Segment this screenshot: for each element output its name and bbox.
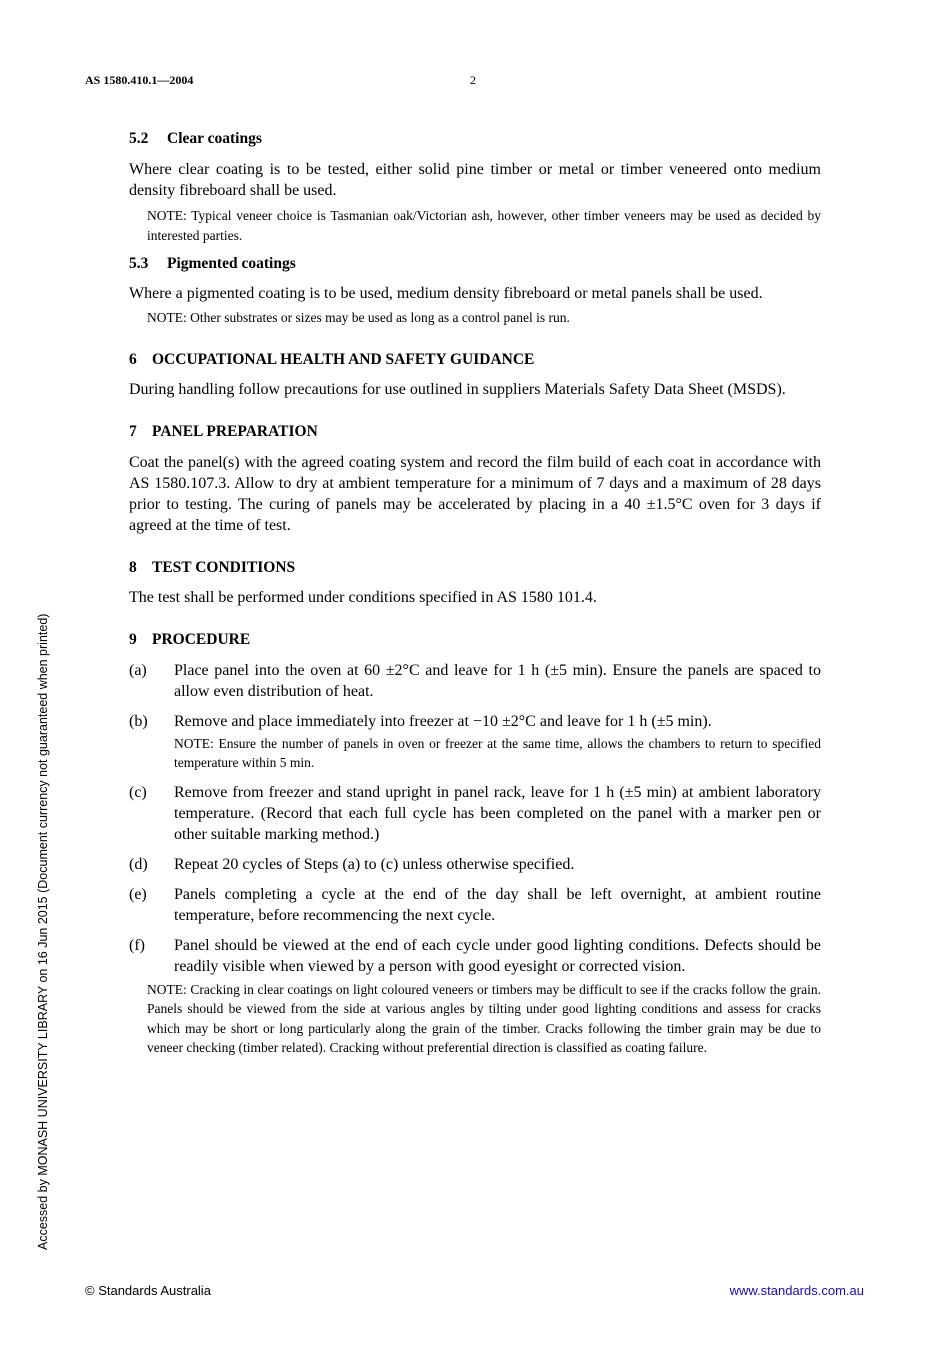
website-link[interactable]: www.standards.com.au — [729, 1283, 864, 1298]
section-8-heading — [129, 557, 821, 579]
procedure-step-b — [129, 711, 821, 732]
step-label: (a) — [129, 661, 147, 679]
procedure-step-a — [129, 660, 821, 702]
step-label: (e) — [129, 885, 147, 903]
section-9-heading — [129, 629, 821, 651]
section-number: 8 — [129, 558, 137, 576]
step-label: (d) — [129, 855, 148, 873]
procedure-step-d — [129, 854, 821, 875]
section-5-2-body: Where clear coating is to be tested, either solid pine timber or metal or timber veneered onto medium density fibreboard shall be used. — [129, 161, 821, 199]
section-6-heading — [129, 349, 821, 371]
section-title: PROCEDURE — [152, 630, 251, 648]
procedure-step-b-note: NOTE: Ensure the number of panels in oven or freezer at the same time, allows the chambers to return to specified temperature within 5 min. — [174, 735, 821, 770]
section-title: Pigmented coatings — [167, 255, 296, 272]
section-7-heading — [129, 421, 821, 443]
document-id: AS 1580.410.1—2004 — [85, 73, 194, 87]
section-5-2-heading — [129, 128, 821, 150]
section-5-2-note: NOTE: Typical veneer choice is Tasmanian oak/Victorian ash, however, other timber veneers may be used as decided by interested parties. — [147, 208, 821, 243]
step-text: Panels completing a cycle at the end of the day shall be left overnight, at ambient routine temperature, before recommencing the next cycle. — [174, 885, 821, 924]
procedure-step-f — [129, 935, 821, 977]
copyright-notice: © Standards Australia — [85, 1283, 211, 1298]
step-text: Remove from freezer and stand upright in panel rack, leave for 1 h (±5 min) at ambient laboratory temperature. (Record that each full cycle has been completed on the panel with a marker pen or other suitable marking method.) — [174, 783, 821, 843]
step-label: (f) — [129, 936, 145, 954]
step-label: (b) — [129, 712, 148, 730]
section-7-body: Coat the panel(s) with the agreed coating system and record the film build of each coat in accordance with AS 1580.107.3. Allow to dry at ambient temperature for a minimum of 7 days and a maximum of 28 days prior to testing. The curing of panels may be accelerated by placing in a 40 ±1.5°C oven for 3 days if agreed at the time of test. — [129, 453, 821, 534]
step-text: Repeat 20 cycles of Steps (a) to (c) unless otherwise specified. — [174, 855, 575, 873]
section-number: 5.3 — [129, 255, 149, 272]
step-text: Place panel into the oven at 60 ±2°C and leave for 1 h (±5 min). Ensure the panels are spaced to allow even distribution of heat. — [174, 661, 821, 700]
section-number: 5.2 — [129, 130, 149, 147]
section-number: 6 — [129, 350, 137, 368]
section-5-3-body: Where a pigmented coating is to be used, medium density fibreboard or metal panels shall be used. — [129, 285, 763, 302]
section-title: OCCUPATIONAL HEALTH AND SAFETY GUIDANCE — [152, 350, 535, 368]
page-number: 2 — [470, 73, 476, 87]
section-title: Clear coatings — [167, 130, 262, 147]
section-number: 9 — [129, 630, 137, 648]
section-title: TEST CONDITIONS — [152, 558, 296, 576]
access-watermark: Accessed by MONASH UNIVERSITY LIBRARY on 16 Jun 2015 (Document currency not guaranteed when printed) — [36, 613, 50, 1250]
section-8-body: The test shall be performed under conditions specified in AS 1580 101.4. — [129, 588, 597, 606]
step-text: Remove and place immediately into freezer at −10 ±2°C and leave for 1 h (±5 min). — [174, 712, 712, 730]
page-content — [129, 128, 821, 1058]
section-title: PANEL PREPARATION — [152, 422, 318, 440]
procedure-step-e — [129, 884, 821, 926]
section-5-3-note: NOTE: Other substrates or sizes may be used as long as a control panel is run. — [147, 310, 570, 325]
procedure-note: NOTE: Cracking in clear coatings on light coloured veneers or timbers may be difficult to see if the cracks follow the grain. Panels should be viewed from the side at various angles by tilting under good lighting conditions and assess for cracks which may be short or long particularly along the grain of the timber. Cracks following the timber grain may be due to veneer checking (timber related). Cracking without preferential direction is classified as coating failure. — [147, 981, 821, 1055]
section-6-body: During handling follow precautions for use outlined in suppliers Materials Safety Data Sheet (MSDS). — [129, 380, 786, 398]
section-5-3-heading — [129, 253, 821, 275]
step-label: (c) — [129, 783, 147, 801]
procedure-step-c — [129, 782, 821, 845]
step-text: Panel should be viewed at the end of each cycle under good lighting conditions. Defects should be readily visible when viewed by a person with good eyesight or corrected vision. — [174, 936, 821, 975]
section-number: 7 — [129, 422, 137, 440]
